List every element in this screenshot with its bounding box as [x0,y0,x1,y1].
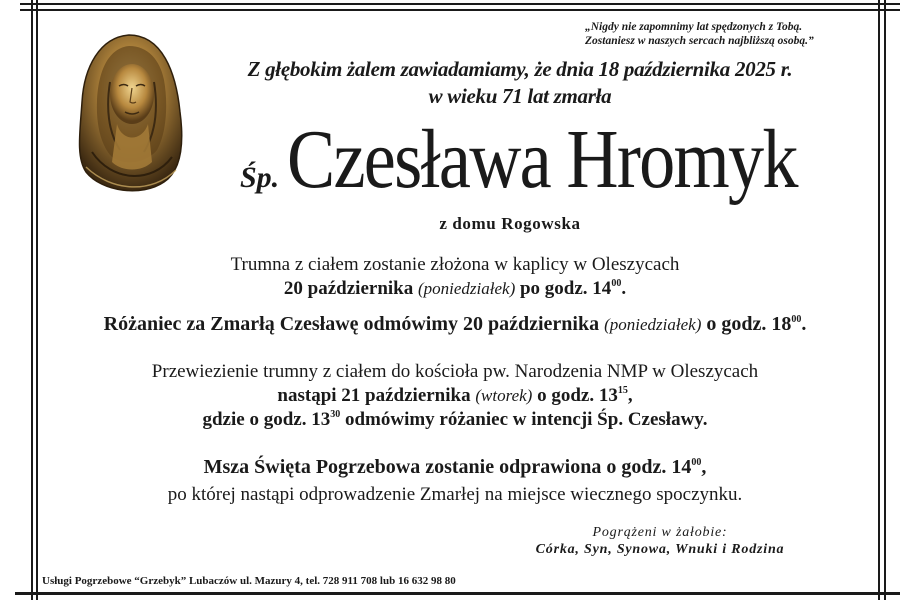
frame-bottom-line [15,592,900,595]
coffin-time: po godz. 14 [519,278,612,299]
transfer-day: (wtorek) [475,386,533,405]
coffin-info [60,253,850,301]
frame-top-line-inner [20,9,900,11]
funeral-home-footer: Usługi Pogrzebowe “Grzebyk” Lubaczów ul. Mazury 4, tel. 728 911 708 lub 16 632 98 80 [42,575,456,587]
transfer-info [60,360,850,432]
mass-line-1 [60,455,850,479]
church-rosary-time: gdzie o godz. 13 [202,409,331,430]
frame-left-line-outer [31,0,33,600]
mourners-list: Córka, Syn, Synowa, Wnuki i Rodzina [535,542,785,557]
transfer-date: nastąpi 21 października [277,385,471,406]
coffin-day: (poniedziałek) [417,279,516,298]
transfer-time: o godz. 13 [537,385,618,406]
frame-right-line-outer [884,0,886,600]
transfer-line-3 [60,408,850,432]
mass-line-2: po której nastąpi odprowadzenie Zmarłej na miejsce wiecznego spoczynku. [167,484,743,505]
frame-right-line-inner [878,0,880,600]
church-rosary-time-minutes: 30 [330,409,341,420]
transfer-time-minutes: 15 [617,385,628,396]
coffin-time-minutes: 00 [611,278,622,289]
church-rosary-text: odmówimy różaniec w intencji Śp. Czesławy. [340,409,708,430]
frame-left-line-inner [36,0,38,600]
deceased-name: Czesława Hromyk [287,113,798,206]
announcement [200,56,840,110]
maiden-name: z domu Rogowska [439,214,581,233]
rosary-time: o godz. 18 [706,313,792,335]
announcement-line-2: w wieku 71 lat zmarła [428,84,612,108]
deceased-prefix: Śp. [240,161,280,194]
rosary-info [60,312,850,337]
rosary-suffix: . [801,313,807,335]
transfer-line-1: Przewiezienie trumny z ciałem do kościoła pw. Narodzenia NMP w Oleszycach [151,361,759,382]
mourners [470,524,850,558]
frame-top-line-outer [20,3,900,5]
mass-info [60,455,850,507]
mourners-label: Pogrążeni w żałobie: [592,525,728,540]
rosary-text: Różaniec za Zmarłą Czesławę odmówimy 20 października [103,313,600,335]
mass-time: Msza Święta Pogrzebowa zostanie odprawiona o godz. 14 [203,456,692,478]
coffin-line-2 [60,277,850,301]
mass-suffix: , [701,456,707,478]
memorial-quote [585,20,814,48]
transfer-suffix: , [627,385,633,406]
rosary-day: (poniedziałek) [604,315,702,334]
quote-line-1: „Nigdy nie zapomnimy lat spędzonych z Tobą. [585,21,803,33]
coffin-line-1: Trumna z ciałem zostanie złożona w kaplicy w Oleszycach [230,254,680,275]
madonna-bronze-relief-icon [72,32,187,197]
mass-time-minutes: 00 [691,457,702,468]
coffin-suffix: . [621,278,627,299]
deceased-name-row [240,112,880,208]
announcement-line-1: Z głębokim żalem zawiadamiamy, że dnia 18 października 2025 r. [247,57,793,81]
coffin-date: 20 października [283,278,414,299]
rosary-time-minutes: 00 [791,314,802,325]
quote-line-2: Zostaniesz w naszych sercach najbliższą osobą.” [585,35,814,47]
transfer-line-2 [60,384,850,408]
